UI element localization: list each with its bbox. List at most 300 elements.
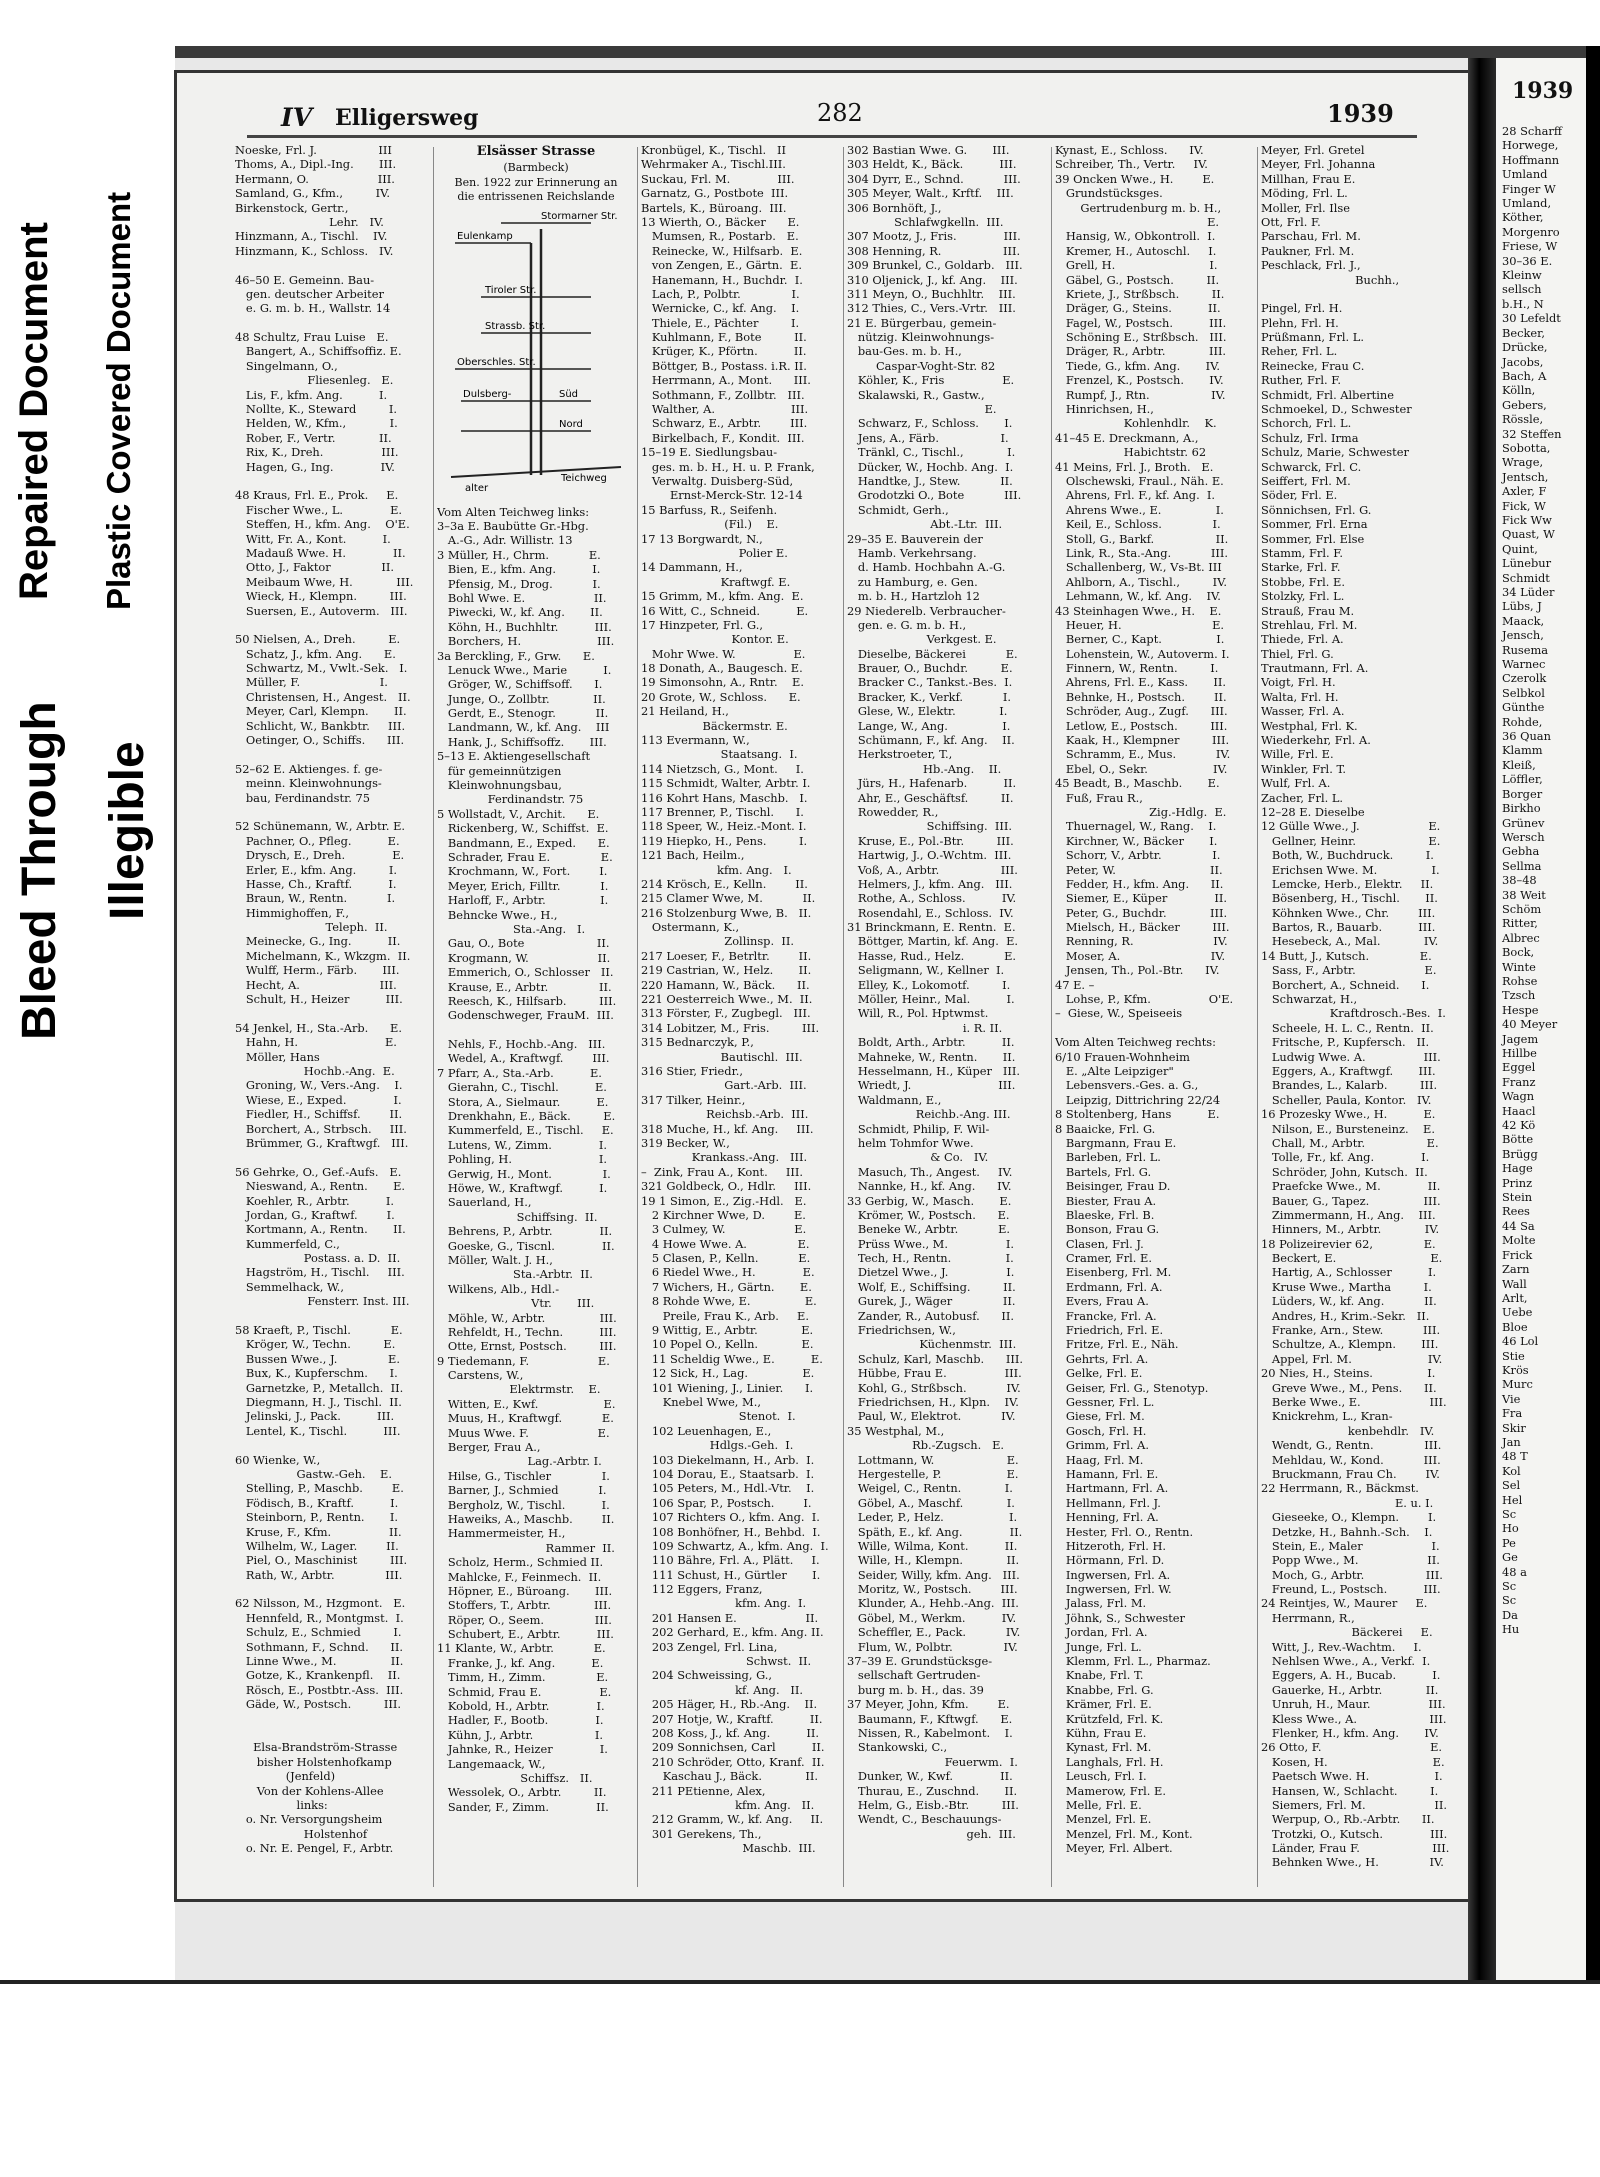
directory-entry: 46–50 E. Gemeinn. Bau-	[235, 272, 375, 287]
directory-entry: Möller, Walt. J. H.,	[437, 1252, 553, 1267]
directory-entry: Schmidt, Gerh.,	[847, 502, 949, 517]
directory-entry: Jalass, Frl. M.	[1055, 1596, 1147, 1611]
directory-entry: Clasen, Frl. J.	[1055, 1236, 1144, 1251]
directory-entry: 221 Oesterreich Wwe., M. II.	[641, 992, 813, 1007]
directory-entry: Wiese, E., Exped. I.	[235, 1092, 402, 1107]
directory-entry: Berger, Frau A.,	[437, 1440, 541, 1455]
directory-entry: 211 PEtienne, Alex,	[641, 1783, 766, 1798]
directory-entry: Rösch, E., Postbtr.-Ass. III.	[235, 1682, 404, 1697]
directory-entry: Hesebeck, A., Mal. IV.	[1261, 934, 1439, 949]
directory-entry: 62 Nilsson, M., Hzgmont. E.	[235, 1596, 406, 1611]
adjacent-page-entry: Ritter,	[1502, 916, 1538, 931]
directory-entry: Hinners, M., Arbtr. IV.	[1261, 1222, 1440, 1237]
street-plate-subtitle-1: (Barmbeck)	[503, 161, 569, 175]
directory-entry: Böttger, B., Postass. i.R. II.	[641, 358, 807, 373]
directory-entry: Kleinwohnungsbau,	[437, 778, 562, 793]
directory-entry: 47 E. –	[1055, 977, 1095, 992]
directory-entry: Hecht, A. III.	[235, 977, 397, 992]
directory-entry: 18 Donath, A., Baugesch. E.	[641, 661, 803, 676]
directory-entry: Ahrens Wwe., E. I.	[1055, 502, 1224, 517]
directory-entry: 102 Leuenhagen, E.,	[641, 1423, 772, 1438]
adjacent-page-entry: Stie	[1502, 1348, 1525, 1363]
directory-entry: 33 Gerbig, W., Masch. E.	[847, 1193, 1012, 1208]
directory-entry: Gierahn, C., Tischl. E.	[437, 1080, 607, 1095]
directory-entry: Barleben, Frl. L.	[1055, 1150, 1161, 1165]
directory-entry: Steffen, H., kfm. Ang. O'E.	[235, 517, 410, 532]
directory-entry: 305 Meyer, Walt., Krftf. III.	[847, 186, 1014, 201]
directory-entry: Krochmann, W., Fort. I.	[437, 864, 608, 879]
scan-edge-right	[1586, 46, 1600, 1984]
directory-entry: Peter, W. II.	[1055, 862, 1223, 877]
directory-entry	[235, 316, 431, 330]
adjacent-page-entry: Sobotta,	[1502, 440, 1551, 455]
directory-entry: Stobbe, Frl. E.	[1261, 574, 1345, 589]
directory-entry: i. R. II.	[847, 1020, 1003, 1035]
directory-entry: Barner, J., Schmied I.	[437, 1483, 607, 1498]
directory-page	[174, 70, 1476, 1902]
adjacent-page-entry: Rohse	[1502, 973, 1538, 988]
directory-entry: Gosch, Frl. H.	[1055, 1423, 1147, 1438]
street-plate-subtitle-2: Ben. 1922 zur Erinnerung an	[454, 175, 618, 189]
adjacent-page-entry: Umland,	[1502, 196, 1552, 211]
directory-entry: Greve Wwe., M., Pens. II.	[1261, 1380, 1437, 1395]
directory-entry: Hahn, H. E.	[235, 1035, 397, 1050]
directory-entry: Helm, G., Eisb.-Btr. III.	[847, 1797, 1019, 1812]
directory-entry: Oetinger, O., Schiffs. III.	[235, 733, 405, 748]
directory-entry: Bartos, R., Bauarb. III.	[1261, 920, 1436, 935]
directory-entry: Nannke, H., kf. Ang. IV.	[847, 1179, 1012, 1194]
adjacent-page-entry: Birkho	[1502, 801, 1541, 816]
directory-entry: 309 Brunkel, C., Goldarb. III.	[847, 258, 1023, 273]
directory-entry: e. G. m. b. H., Wallstr. 14	[235, 301, 391, 316]
directory-entry: Wendt, C., Beschauungs-	[847, 1812, 1002, 1827]
directory-entry: Hartig, A., Schlosser I.	[1261, 1265, 1437, 1280]
directory-entry: kenbehdlr. IV.	[1261, 1423, 1435, 1438]
directory-entry: Bonson, Frau G.	[1055, 1222, 1160, 1237]
directory-entry: Lottmann, W. E.	[847, 1452, 1019, 1467]
directory-entry: Rosendahl, E., Schloss. IV.	[847, 905, 1014, 920]
directory-entry: 110 Bähre, Frl. A., Plätt. I.	[641, 1553, 820, 1568]
directory-entry: 212 Gramm, W., kf. Ang. II.	[641, 1812, 824, 1827]
directory-entry: 116 Kohrt Hans, Maschb. I.	[641, 790, 808, 805]
directory-entry: 21 Heiland, H.,	[641, 704, 729, 719]
directory-column-5	[1055, 143, 1255, 1893]
directory-entry: Birkenstock, Gertr.,	[235, 200, 349, 215]
directory-entry: Meyer, Frl. Albert.	[1055, 1841, 1173, 1856]
directory-entry: Flenker, H., kfm. Ang. IV.	[1261, 1725, 1439, 1740]
adjacent-page-entry: Drücke,	[1502, 340, 1548, 355]
directory-entry: Heuer, H. E.	[1055, 617, 1225, 632]
directory-entry: Bohl Wwe. E. II.	[437, 590, 607, 605]
adjacent-page-entry: Jacobs,	[1502, 354, 1544, 369]
directory-entry	[235, 1150, 431, 1164]
directory-entry: Gurek, J., Wäger II.	[847, 1294, 1016, 1309]
scan-frame-bottom	[0, 1980, 1600, 1984]
directory-entry: Muus, H., Kraftwgf. E.	[437, 1411, 614, 1426]
directory-entry: Jordan, G., Kraftwf. I.	[235, 1207, 395, 1222]
directory-entry	[235, 805, 431, 819]
directory-entry: Rb.-Zugsch. E.	[847, 1438, 1005, 1453]
directory-entry: Berke Wwe., E. III.	[1261, 1394, 1447, 1409]
directory-entry: Wulf, Frl. A.	[1261, 776, 1331, 791]
directory-entry: Lag.-Arbtr. I.	[437, 1454, 602, 1469]
directory-entry: 105 Peters, M., Hdl.-Vtr. I.	[641, 1481, 815, 1496]
adjacent-page-entry: Hespe	[1502, 1002, 1539, 1017]
directory-entry: 10 Popel O., Kelln. E.	[641, 1337, 814, 1352]
directory-entry: Rowedder, R.,	[847, 804, 939, 819]
directory-entry: Borchert, A., Schneid. I.	[1261, 977, 1430, 992]
directory-entry: Freund, L., Postsch. III.	[1261, 1582, 1441, 1597]
directory-entry: Himmighoffen, F.,	[235, 905, 349, 920]
directory-entry: Bartels, K., Büroang. III.	[641, 200, 787, 215]
directory-entry: Kontor. E.	[641, 632, 789, 647]
adjacent-page-entry: Prinz	[1502, 1175, 1533, 1190]
adjacent-page-entry: 28 Scharff	[1502, 124, 1562, 138]
directory-entry: d. Hamb. Hochbahn A.-G.	[847, 560, 1006, 575]
adjacent-page-entry: Kleiß,	[1502, 757, 1536, 772]
directory-entry: 308 Henning, R. III.	[847, 243, 1021, 258]
directory-entry: Hinrichsen, H.,	[1055, 402, 1154, 417]
directory-entry: Dücker, W., Hochb. Ang. I.	[847, 459, 1014, 474]
adjacent-page-entry: Ho	[1502, 1521, 1519, 1536]
directory-entry: 24 Reintjes, W., Maurer E.	[1261, 1596, 1428, 1611]
directory-entry: Habichtstr. 62	[1055, 445, 1207, 460]
adjacent-page-entry: Skir	[1502, 1420, 1526, 1435]
directory-entry: Stelling, P., Maschb. E.	[235, 1481, 404, 1496]
directory-entry: 29 Niederelb. Verbraucher-	[847, 603, 1006, 618]
directory-entry: Kröger, W., Techn. E.	[235, 1337, 396, 1352]
directory-entry: Gröger, W., Schiffsoff. I.	[437, 677, 603, 692]
directory-entry: Müller, F. I.	[235, 675, 388, 690]
directory-entry: 103 Diekelmann, H., Arb. I.	[641, 1452, 815, 1467]
directory-entry: Fuß, Frau R.,	[1055, 790, 1143, 805]
directory-entry: – Giese, W., Speiseeis	[1055, 1006, 1183, 1021]
adjacent-page-entry: Schöm	[1502, 901, 1542, 916]
directory-entry: Glese, W., Elektr. I.	[847, 704, 1008, 719]
directory-entry: zu Hamburg, e. Gen.	[847, 574, 978, 589]
directory-entry: Wedel, A., Kraftwgf. III.	[437, 1051, 610, 1066]
directory-entry: Pingel, Frl. H.	[1261, 301, 1343, 316]
directory-entry: Semmelhack, W.,	[235, 1279, 344, 1294]
directory-entry: Stankowski, C.,	[847, 1740, 948, 1755]
directory-entry: 7 Wichers, H., Gärtn. E.	[641, 1279, 812, 1294]
directory-entry: Jordan, Frl. A.	[1055, 1625, 1148, 1640]
directory-entry: 41 Meins, Frl. J., Broth. E.	[1055, 459, 1214, 474]
directory-entry: Jens, A., Färb. I.	[847, 430, 1009, 445]
directory-entry: kfm. Ang. I.	[641, 1596, 807, 1611]
directory-entry: Both, W., Buchdruck. I.	[1261, 848, 1434, 863]
directory-entry: Unruh, H., Maur. III.	[1261, 1697, 1446, 1712]
directory-entry: Schmid, Frau E. E.	[437, 1684, 612, 1699]
adjacent-page-entry: Rohde,	[1502, 714, 1543, 729]
adjacent-page-entry: Winte	[1502, 959, 1536, 974]
directory-entry: Göbel, A., Maschf. I.	[847, 1495, 1015, 1510]
directory-entry: für gemeinnützigen	[437, 763, 562, 778]
directory-column-6	[1261, 143, 1461, 1893]
directory-entry: Krämer, Frl. E.	[1055, 1697, 1152, 1712]
directory-entry	[1261, 287, 1461, 301]
directory-entry: o. Nr. Versorgungsheim	[235, 1812, 383, 1827]
directory-entry: Meibaum Wwe, H. III.	[235, 574, 414, 589]
directory-entry: 106 Spar, P., Postsch. I.	[641, 1495, 812, 1510]
directory-entry: Wessolek, O., Arbtr. II.	[437, 1785, 607, 1800]
directory-entry: Schümann, F., kf. Ang. II.	[847, 733, 1015, 748]
adjacent-page-entry: Günthe	[1502, 700, 1545, 715]
map-label-dulsberg: Dulsberg-	[463, 388, 512, 400]
directory-entry: Drysch, E., Dreh. E.	[235, 848, 405, 863]
directory-entry: Detzke, H., Bahnh.-Sch. I.	[1261, 1524, 1433, 1539]
directory-entry: Abt.-Ltr. III.	[847, 517, 1003, 532]
directory-entry: Dieselbe, Bäckerei E.	[847, 646, 1018, 661]
adjacent-page-entry: Sc	[1502, 1579, 1517, 1594]
directory-entry: Baumann, F., Kftwgf. E.	[847, 1711, 1013, 1726]
directory-entry: Bux, K., Kupferschm. I.	[235, 1366, 398, 1381]
directory-entry: Harloff, F., Arbtr. I.	[437, 893, 609, 908]
directory-entry: 318 Muche, H., kf. Ang. III.	[641, 1121, 814, 1136]
directory-entry: Letlow, E., Postsch. III.	[1055, 718, 1228, 733]
directory-entry: Schreiber, Th., Vertr. IV.	[1055, 157, 1208, 172]
directory-entry: Ebel, O., Sekr. IV.	[1055, 761, 1228, 776]
directory-entry: Kirchner, W., Bäcker I.	[1055, 833, 1218, 848]
directory-entry: Wendt, G., Rentn. III.	[1261, 1438, 1442, 1453]
directory-entry: Finnern, W., Rentn. I.	[1055, 661, 1219, 676]
directory-entry: Stoffers, T., Arbtr. III.	[437, 1598, 612, 1613]
directory-entry	[235, 1438, 431, 1452]
directory-column-3	[641, 143, 841, 1893]
adjacent-page-entry: Hel	[1502, 1492, 1523, 1507]
directory-entry: Maschb. III.	[641, 1841, 816, 1856]
directory-entry: Hartwig, J., O.-Wchtm. III.	[847, 848, 1012, 863]
directory-entry: Hesselmann, H., Küper III.	[847, 1064, 1020, 1078]
directory-entry	[235, 258, 431, 272]
directory-entry: Giese, Frl. M.	[1055, 1409, 1145, 1424]
page-street-heading: Elligersweg	[335, 105, 479, 131]
adjacent-page-entry: Hoffmann	[1502, 152, 1560, 167]
adjacent-page-entry: 30–36 E.	[1502, 253, 1553, 268]
adjacent-page-entry: Bach, A	[1502, 368, 1547, 383]
directory-entry: Jelinski, J., Pack. III.	[235, 1409, 395, 1424]
directory-entry: Hadler, F., Bootb. I.	[437, 1713, 604, 1728]
adjacent-page-entry: Hillbe	[1502, 1046, 1537, 1060]
directory-entry: kfm. Ang. I.	[641, 862, 792, 877]
directory-entry: Haweiks, A., Maschb. II.	[437, 1511, 615, 1526]
directory-entry	[235, 1006, 431, 1020]
directory-entry: gen. deutscher Arbeiter	[235, 286, 384, 301]
directory-entry: Schmidt, Frl. Albertine	[1261, 387, 1394, 402]
adjacent-page-entry: Haacl	[1502, 1103, 1536, 1118]
directory-entry: Behncke Wwe., H.,	[437, 907, 558, 922]
directory-entry: Mumsen, R., Postarb. E.	[641, 229, 799, 244]
directory-entry: Junge, O., Zollbtr. II.	[437, 691, 606, 706]
directory-entry: Dunker, W., Kwf. II.	[847, 1769, 1013, 1784]
column-2-entries	[437, 505, 635, 1815]
directory-entry: Gäde, W., Postsch. III.	[235, 1697, 401, 1712]
adjacent-page-entry: Axler, F	[1502, 484, 1547, 499]
directory-entry: gen. e. G. m. b. H.,	[847, 617, 967, 632]
adjacent-page-entry: Jentsch,	[1502, 469, 1549, 484]
directory-entry: Linne Wwe., M. II.	[235, 1654, 404, 1669]
directory-entry: 39 Oncken Wwe., H. E.	[1055, 171, 1215, 186]
directory-entry: Gessner, Frl. L.	[1055, 1394, 1155, 1409]
directory-entry: Geiser, Frl. G., Stenotyp.	[1055, 1380, 1209, 1395]
directory-entry: Nehls, F., Hochb.-Ang. III.	[437, 1037, 606, 1052]
directory-entry: Landmann, W., kf. Ang. III	[437, 720, 610, 735]
directory-entry: Bauer, G., Tapez. III.	[1261, 1193, 1441, 1208]
directory-entry: Samland, G., Kfm., IV.	[235, 186, 390, 201]
directory-entry: Hitzeroth, Frl. H.	[1055, 1538, 1167, 1553]
directory-entry: Friedrichsen, W.,	[847, 1323, 956, 1338]
directory-entry: Bien, E., kfm. Ang. I.	[437, 562, 601, 577]
directory-entry: Erler, E., kfm. Ang. I.	[235, 862, 397, 877]
directory-entry: Hochb.-Ang. E.	[235, 1064, 395, 1078]
directory-entry: Langhals, Frl. H.	[1055, 1754, 1164, 1769]
directory-entry: 104 Dorau, E., Staatsarb. I.	[641, 1466, 815, 1481]
directory-entry: Piwecki, W., kf. Ang. II.	[437, 605, 603, 620]
directory-entry: Thuernagel, W., Rang. I.	[1055, 819, 1217, 834]
directory-entry: Wriedt, J. III.	[847, 1078, 1016, 1093]
directory-entry: Fritsche, P., Kupfersch. II.	[1261, 1035, 1430, 1050]
directory-entry: Bargmann, Frau E.	[1055, 1135, 1177, 1150]
directory-entry: Hank, J., Schiffsoffz. III.	[437, 734, 607, 749]
directory-entry: Kühn, Frau E.	[1055, 1725, 1147, 1740]
adjacent-page-entry: Köther,	[1502, 210, 1544, 225]
directory-entry: Röper, O., Seem. III.	[437, 1612, 612, 1627]
directory-entry: sellschaft Gertruden-	[847, 1668, 981, 1683]
directory-entry: Helden, W., Kfm., I.	[235, 416, 398, 431]
directory-entry: Garnatz, G., Postbote III.	[641, 186, 789, 201]
directory-entry: 210 Schröder, Otto, Kranf. II.	[641, 1754, 825, 1769]
directory-entry: Ingwersen, Frl. W.	[1055, 1582, 1172, 1597]
directory-entry: Friedrichsen, H., Klpn. IV.	[847, 1394, 1019, 1409]
directory-entry: Muus Wwe. F. E.	[437, 1425, 610, 1440]
directory-entry: Feuerwm. I.	[847, 1754, 1018, 1769]
directory-entry: bau, Ferdinandstr. 75	[235, 790, 371, 805]
adjacent-page-entry: Klamm	[1502, 743, 1543, 758]
directory-entry: helm Tohmfor Wwe.	[847, 1135, 974, 1150]
directory-entry: Lentel, K., Tischl. III.	[235, 1423, 401, 1438]
directory-entry: Vtr. III.	[437, 1296, 595, 1311]
directory-entry: Schultze, A., Klempn. III.	[1261, 1337, 1439, 1352]
directory-entry: Kohl, G., Strßbsch. IV.	[847, 1380, 1021, 1395]
directory-entry: Diegmann, H. J., Tischl. II.	[235, 1394, 402, 1409]
directory-entry: 19 Simonsohn, A., Rntr. E.	[641, 675, 804, 690]
directory-entry: Hester, Frl. O., Rentn.	[1055, 1524, 1194, 1539]
directory-entry: 13 Wierth, O., Bäcker E.	[641, 214, 800, 229]
directory-entry: Lis, F., kfm. Ang. I.	[235, 387, 388, 402]
directory-entry: Melle, Frl. E.	[1055, 1797, 1142, 1812]
directory-entry: Hagen, G., Ing. IV.	[235, 459, 395, 474]
directory-entry: Ferdinandstr. 75	[437, 792, 584, 807]
directory-entry: Andres, H., Krim.-Sekr. II.	[1261, 1308, 1430, 1323]
directory-entry: Köhn, H., Buchhltr. III.	[437, 619, 612, 634]
directory-entry: 12–28 E. Dieselbe	[1261, 804, 1365, 819]
directory-entry: Kronbügel, K., Tischl. II	[641, 143, 786, 157]
directory-entry: Beckert, E. E.	[1261, 1251, 1443, 1266]
directory-entry: Moritz, W., Postsch. III.	[847, 1582, 1018, 1597]
directory-entry: 114 Nietzsch, G., Mont. I.	[641, 761, 804, 776]
directory-entry: 316 Stier, Friedr.,	[641, 1064, 744, 1078]
directory-entry: Hennfeld, R., Montgmst. I.	[235, 1610, 404, 1625]
directory-entry: Göbel, M., Werkm. IV.	[847, 1610, 1017, 1625]
directory-entry: 60 Wienke, W.,	[235, 1452, 321, 1467]
directory-entry: Schöning E., Strßbsch. III.	[1055, 330, 1227, 345]
directory-entry: Lüders, W., kf. Ang. II.	[1261, 1294, 1437, 1309]
directory-entry: Hergestelle, P. E.	[847, 1466, 1019, 1481]
directory-entry: Blaeske, Frl. B.	[1055, 1207, 1155, 1222]
adjacent-page-entry: Quint,	[1502, 541, 1538, 556]
directory-entry: 3 Culmey, W. E.	[641, 1222, 807, 1237]
adjacent-page-entry: Horwege,	[1502, 138, 1559, 153]
directory-entry: Krüger, K., Pförtn. II.	[641, 344, 807, 359]
directory-entry: Brandes, L., Kalarb. III.	[1261, 1078, 1438, 1093]
directory-entry: Krause, E., Arbtr. II.	[437, 979, 612, 994]
directory-entry: Groning, W., Vers.-Ang. I.	[235, 1078, 403, 1093]
adjacent-page-year: 1939	[1512, 78, 1574, 104]
adjacent-page-entry: Jensch,	[1502, 628, 1544, 643]
directory-entry: Goeske, G., Tiscnl. II.	[437, 1238, 615, 1253]
directory-entry: Suckau, Frl. M. III.	[641, 171, 795, 186]
directory-entry: Schwarz, E., Arbtr. III.	[641, 416, 808, 431]
directory-entry: 20 Grote, W., Schloss. E.	[641, 689, 801, 704]
directory-entry: Bartels, Frl. G.	[1055, 1164, 1152, 1179]
directory-entry: 22 Herrmann, R., Bäckmst.	[1261, 1481, 1419, 1496]
directory-entry: Reichsb.-Arb. III.	[641, 1107, 809, 1122]
adjacent-page-entry: Tzsch	[1502, 988, 1536, 1003]
directory-entry: Godenschweger, FrauM. III.	[437, 1008, 614, 1023]
directory-entry: Hübbe, Frau E. III.	[847, 1366, 1022, 1381]
directory-entry: Appel, Frl. M. IV.	[1261, 1351, 1443, 1366]
map-label-alter: alter	[465, 482, 489, 494]
directory-entry: Bandmann, E., Exped. E.	[437, 835, 610, 850]
directory-entry: Küchenmstr. III.	[847, 1337, 1017, 1352]
directory-column-2	[437, 143, 635, 1893]
adjacent-page-entry: Molte	[1502, 1233, 1536, 1248]
directory-entry: Rix, K., Dreh. III.	[235, 445, 399, 460]
directory-entry: Jahnke, R., Heizer I.	[437, 1742, 608, 1757]
directory-entry: Wille, Frl. E.	[1261, 747, 1334, 762]
directory-entry	[235, 1582, 431, 1596]
column-divider	[843, 147, 844, 1887]
directory-entry: Scheller, Paula, Kontor. IV.	[1261, 1092, 1432, 1107]
adjacent-page-entry: Wersch	[1502, 829, 1545, 844]
directory-entry: Vom Alten Teichweg links:	[437, 504, 590, 519]
directory-entry: 16 Witt, C., Schneid. E.	[641, 603, 809, 618]
directory-entry: Hamann, Frl. E.	[1055, 1466, 1159, 1481]
adjacent-page-entry: Borger	[1502, 786, 1543, 801]
directory-entry: Erdmann, Frl. A.	[1055, 1279, 1163, 1294]
directory-entry: Reichb.-Ang. III.	[847, 1107, 1011, 1122]
directory-entry: 14 Dammann, H.,	[641, 560, 743, 575]
adjacent-page-entry: 38–48	[1502, 873, 1537, 888]
directory-entry: Olschewski, Fraul., Näh. E.	[1055, 473, 1224, 488]
directory-entry: Ott, Frl. F.	[1261, 214, 1321, 229]
directory-entry: Mamerow, Frl. E.	[1055, 1783, 1166, 1798]
directory-entry: Höwe, W., Kraftwgf. I.	[437, 1180, 608, 1195]
directory-entry: Kraftdrosch.-Bes. I.	[1261, 1006, 1446, 1021]
directory-entry: 43 Steinhagen Wwe., H. E.	[1055, 603, 1222, 618]
map-label-tiroler: Tiroler Str.	[485, 284, 537, 296]
directory-entry: Schwst. II.	[641, 1654, 812, 1669]
directory-entry: Wieck, H., Klempn. III.	[235, 589, 407, 604]
directory-entry: Herkstroeter, T.,	[847, 747, 953, 762]
directory-entry: Ernst-Merck-Str. 12-14	[641, 488, 803, 503]
directory-entry: 5 Clasen, P., Kelln. E.	[641, 1251, 811, 1266]
directory-entry: Födisch, B., Kraftf. I.	[235, 1495, 399, 1510]
directory-entry: Schiffsing. II.	[437, 1209, 598, 1224]
directory-entry: Brümmer, G., Kraftwgf. III.	[235, 1135, 409, 1150]
directory-entry: Hilse, G., Tischler I.	[437, 1468, 610, 1483]
directory-entry: Witten, E., Kwf. E.	[437, 1396, 616, 1411]
